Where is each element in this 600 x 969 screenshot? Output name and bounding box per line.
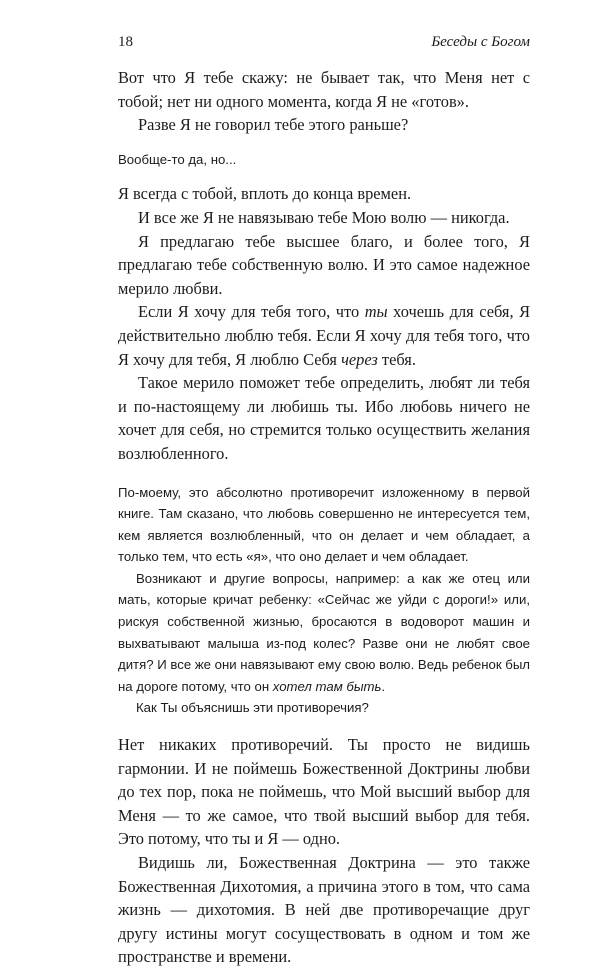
italic-emphasis: хотел там быть [272,678,382,694]
text-run: И все же Я не навязываю тебе Мою волю — никогда. [138,207,510,227]
author-paragraph [118,568,530,698]
text-run: Я всегда с тобой, вплоть до конца времен. [118,184,412,204]
text-run: Я предлагаю тебе высшее благо, и более того, Я предлагаю тебе собственную волю. И это самое надежное мерило любви. [118,231,530,298]
text-run: Вообще-то да, но... [118,151,237,167]
text-run: Видишь ли, Божественная Доктрина — это также Божественная Дихотомия, а причина этого в том, что сама жизнь — дихотомия. В ней две противоречащие друг другу истины могут сосуществовать в одном и том же пространстве и времени. [118,853,530,967]
text-run: хочешь для себя, Я действительно люблю тебя. Если Я хочу для тебя того, что Я хочу для тебя, Я люблю Себя [118,302,531,369]
author-paragraph [118,149,530,171]
text-run: . [381,678,386,694]
god-paragraph [118,371,530,465]
god-paragraph [118,66,530,113]
page-number: 18 [118,34,133,50]
running-title: Беседы с Богом [431,34,530,50]
page-body [118,66,530,969]
author-paragraph [118,697,530,719]
god-paragraph [118,113,530,137]
text-run: Разве Я не говорил тебе этого раньше? [138,115,409,135]
text-run: Такое мерило поможет тебе определить, любят ли тебя и по-настоящему ли любишь ты. Ибо любовь ничего не хочет для себя, но стремится только осуществить желания возлюбленного. [118,373,530,463]
text-run: Возникают и другие вопросы, например: а как же отец или мать, которые кричат ребенку: «Сейчас же уйди с дороги!» или, рискуя собственной жизнью, бросаются в водоворот машин и выхватывают малыша из-под колес? Разве они не любят свое дитя? И все же они навязывают ему свою волю. Ведь ребенок был на дороге потому, что он [118,570,531,694]
god-paragraph [118,230,530,301]
italic-emphasis: ты [364,302,388,322]
text-run: Как Ты объяснишь эти противоречия? [136,700,369,716]
god-paragraph [118,851,530,969]
text-run: Нет никаких противоречий. Ты просто не видишь гармонии. И не поймешь Божественной Доктрины любви до тех пор, пока не поймешь, что Мой высший выбор для Меня — то же самое, что твой высший выбор для тебя. Это потому, что ты и Я — одно. [118,735,530,849]
god-paragraph [118,300,530,371]
god-paragraph [118,206,530,230]
author-paragraph [118,482,530,568]
page-header [118,30,530,54]
text-run: Если Я хочу для тебя того, что [138,302,365,322]
god-paragraph [118,733,530,851]
text-run: Вот что Я тебе скажу: не бывает так, что Меня нет с тобой; нет ни одного момента, когда Я не «готов». [118,68,530,111]
god-paragraph [118,182,530,206]
italic-emphasis: через [341,349,378,369]
text-run: По-моему, это абсолютно противоречит изложенному в первой книге. Там сказано, что любовь совершенно не интересуется тем, кем является возлюбленный, что он делает и чем обладает, а только тем, что есть «я», что оно делает и чем обладает. [118,484,530,565]
text-run: тебя. [377,349,416,369]
